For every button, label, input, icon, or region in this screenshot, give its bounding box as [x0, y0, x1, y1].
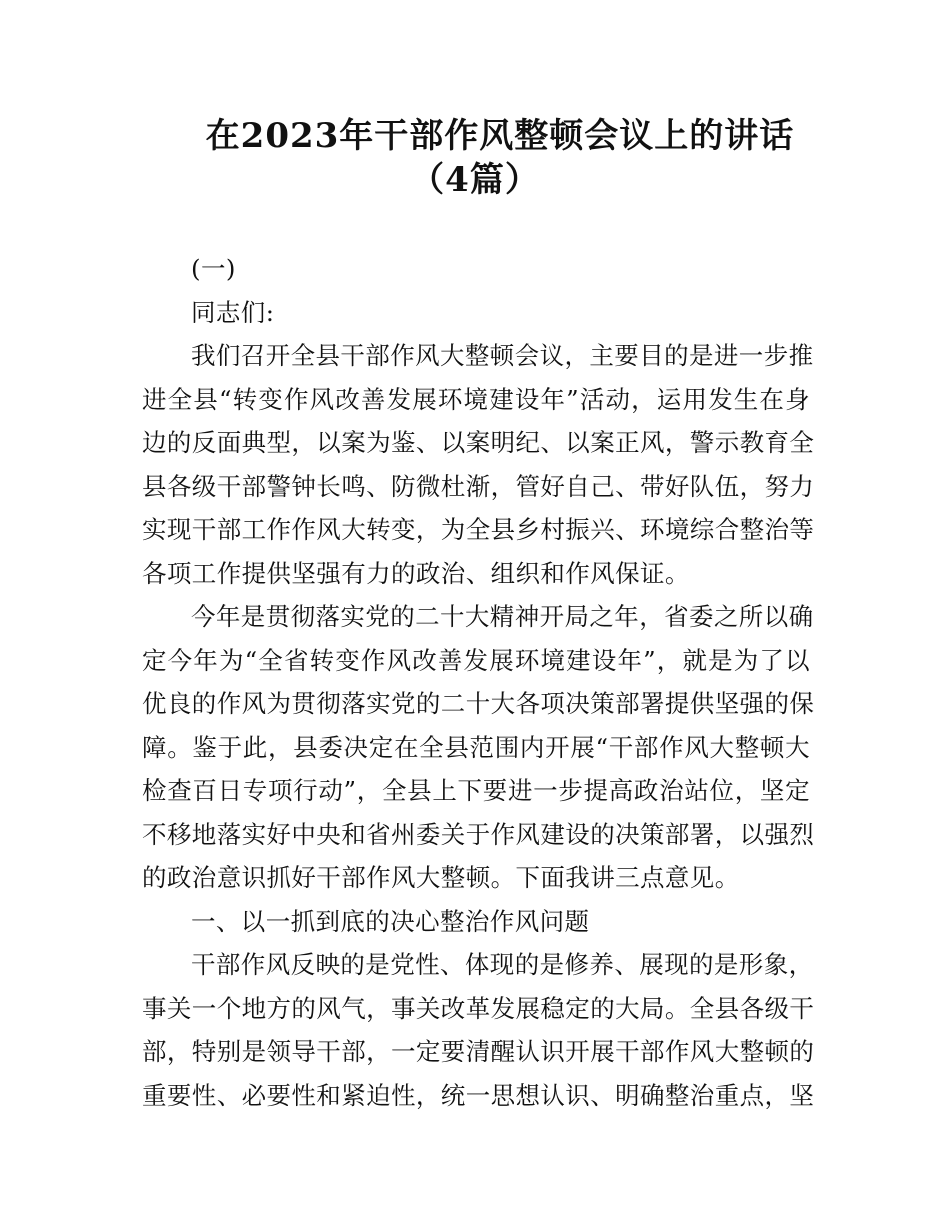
document-title: 在2023年干部作风整顿会议上的讲话	[205, 116, 795, 156]
paragraph-2-line-2: 定今年为“全省转变作风改善发展环境建设年”，就是为了以	[142, 645, 810, 675]
paragraph-2-line-3: 优良的作风为贯彻落实党的二十大各项决策部署提供坚强的保	[142, 689, 815, 718]
paragraph-1-line-1: 我们召开全县干部作风大整顿会议，主要目的是进一步推	[191, 341, 814, 370]
paragraph-1-line-5: 实现干部工作作风大转变，为全县乡村振兴、环境综合整治等	[142, 515, 815, 544]
paragraph-3-line-1: 干部作风反映的是党性、体现的是修养、展现的是形象，	[191, 950, 814, 979]
document-body	[142, 247, 815, 1117]
section-marker: (一)	[191, 254, 236, 283]
document-subtitle: （4篇）	[410, 160, 540, 200]
salutation: 同志们:	[191, 297, 275, 327]
paragraph-3-line-3: 部，特别是领导干部，一定要清醒认识开展干部作风大整顿的	[142, 1037, 815, 1066]
paragraph-1-line-2: 进全县“转变作风改善发展环境建设年”活动，运用发生在身	[142, 384, 810, 414]
paragraph-1-line-6: 各项工作提供坚强有力的政治、组织和作风保证。	[142, 558, 690, 588]
paragraph-2-line-4: 障。鉴于此，县委决定在全县范围内开展“干部作风大整顿大	[142, 732, 810, 762]
paragraph-1-line-4: 县各级干部警钟长鸣、防微杜渐，管好自己、带好队伍，努力	[142, 471, 815, 501]
paragraph-2-line-1: 今年是贯彻落实党的二十大精神开局之年，省委之所以确	[191, 602, 814, 631]
paragraph-2-line-7: 的政治意识抓好干部作风大整顿。下面我讲三点意见。	[142, 863, 740, 892]
paragraph-3-line-2: 事关一个地方的风气，事关改革发展稳定的大局。全县各级干	[142, 993, 815, 1023]
paragraph-1-line-3: 边的反面典型，以案为鉴、以案明纪、以案正风，警示教育全	[142, 428, 815, 457]
paragraph-2-line-6: 不移地落实好中央和省州委关于作风建设的决策部署，以强烈	[142, 819, 815, 849]
section-heading-1: 一、以一抓到底的决心整治作风问题	[191, 906, 590, 936]
paragraph-2-line-5: 检查百日专项行动”，全县上下要进一步提高政治站位，坚定	[142, 776, 810, 805]
paragraph-3-line-4: 重要性、必要性和紧迫性，统一思想认识、明确整治重点，坚	[142, 1080, 815, 1110]
